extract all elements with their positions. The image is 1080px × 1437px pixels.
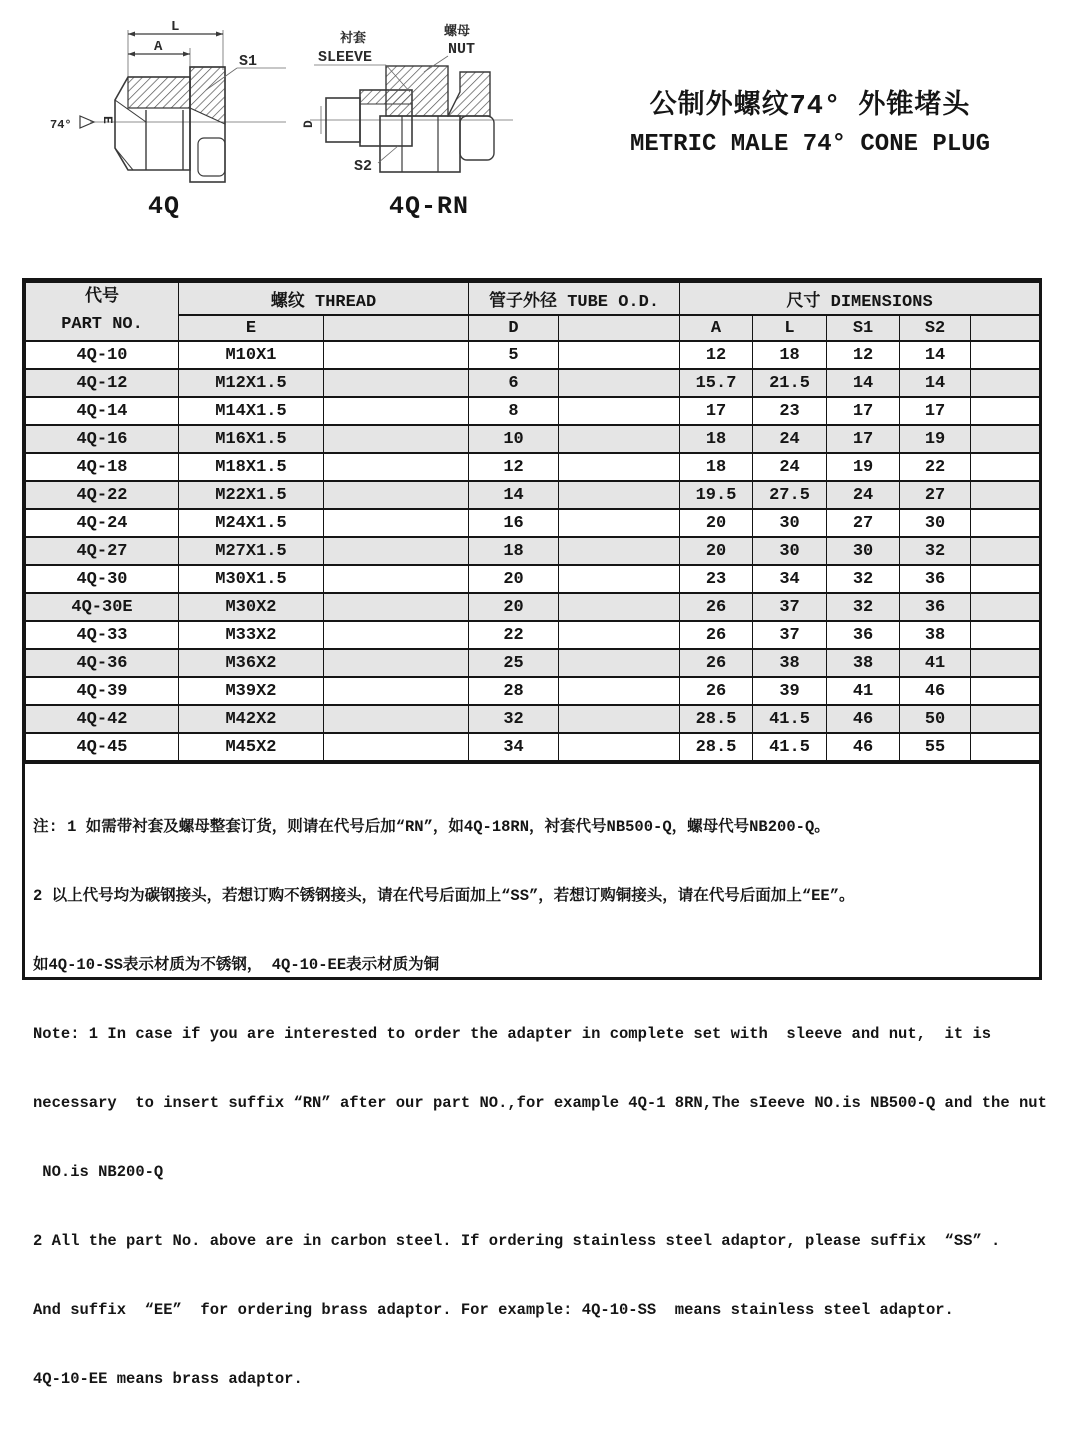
- table-row: [26, 425, 1040, 453]
- cell-part-no: 4Q-39: [26, 677, 179, 705]
- cell-end-blank: [971, 341, 1040, 369]
- cell-end-blank: [971, 565, 1040, 593]
- cell-e: M24X1.5: [179, 509, 324, 537]
- cell-part-no: 4Q-12: [26, 369, 179, 397]
- note-line: 如4Q-10-SS表示材质为不锈钢， 4Q-10-EE表示材质为铜: [33, 956, 440, 974]
- cell-l: 34: [753, 565, 827, 593]
- cell-l: 18: [753, 341, 827, 369]
- cell-l: 24: [753, 425, 827, 453]
- cell-d: 22: [469, 621, 559, 649]
- col-header-e: E: [179, 315, 324, 341]
- table-row: [26, 565, 1040, 593]
- cell-l: 41.5: [753, 705, 827, 733]
- cell-end-blank: [971, 705, 1040, 733]
- cell-l: 21.5: [753, 369, 827, 397]
- cell-s2: 27: [900, 481, 971, 509]
- cell-s2: 46: [900, 677, 971, 705]
- cell-a: 20: [680, 509, 753, 537]
- cell-a: 26: [680, 649, 753, 677]
- cell-s1: 24: [827, 481, 900, 509]
- cell-d: 34: [469, 733, 559, 761]
- cell-d: 10: [469, 425, 559, 453]
- table-row: [26, 705, 1040, 733]
- cell-s1: 30: [827, 537, 900, 565]
- cell-end-blank: [971, 425, 1040, 453]
- cell-tube-blank: [559, 425, 680, 453]
- cell-l: 37: [753, 621, 827, 649]
- cell-e: M12X1.5: [179, 369, 324, 397]
- cell-l: 41.5: [753, 733, 827, 761]
- cell-s1: 14: [827, 369, 900, 397]
- cell-thread-blank: [324, 481, 469, 509]
- cell-end-blank: [971, 649, 1040, 677]
- dim-l-label: L: [171, 19, 180, 35]
- note-line: 4Q-10-EE means brass adaptor.: [33, 1370, 303, 1388]
- cell-a: 18: [680, 453, 753, 481]
- cell-s2: 14: [900, 369, 971, 397]
- cell-tube-blank: [559, 369, 680, 397]
- cell-end-blank: [971, 481, 1040, 509]
- cell-s1: 41: [827, 677, 900, 705]
- cell-a: 18: [680, 425, 753, 453]
- cell-end-blank: [971, 677, 1040, 705]
- note-line: NO.is NB200-Q: [33, 1163, 164, 1181]
- cell-a: 26: [680, 593, 753, 621]
- table-row: [26, 509, 1040, 537]
- cell-part-no: 4Q-18: [26, 453, 179, 481]
- cell-e: M45X2: [179, 733, 324, 761]
- cell-thread-blank: [324, 397, 469, 425]
- cell-a: 26: [680, 677, 753, 705]
- cell-d: 28: [469, 677, 559, 705]
- table-row: [26, 593, 1040, 621]
- page-title-en: METRIC MALE 74° CONE PLUG: [629, 131, 991, 158]
- cell-tube-blank: [559, 565, 680, 593]
- col-header-a: A: [680, 315, 753, 341]
- sleeve-label-en: SLEEVE: [318, 49, 373, 66]
- cell-tube-blank: [559, 621, 680, 649]
- cell-part-no: 4Q-36: [26, 649, 179, 677]
- cell-part-no: 4Q-10: [26, 341, 179, 369]
- dim-s1-label: S1: [239, 53, 258, 70]
- cell-thread-blank: [324, 509, 469, 537]
- cell-s1: 32: [827, 565, 900, 593]
- cell-end-blank: [971, 621, 1040, 649]
- cell-d: 18: [469, 537, 559, 565]
- table-row: [26, 621, 1040, 649]
- cell-d: 20: [469, 593, 559, 621]
- cell-tube-blank: [559, 509, 680, 537]
- cell-d: 12: [469, 453, 559, 481]
- cell-d: 20: [469, 565, 559, 593]
- cell-e: M39X2: [179, 677, 324, 705]
- cell-s1: 17: [827, 425, 900, 453]
- cell-end-blank: [971, 509, 1040, 537]
- col-header-s2: S2: [900, 315, 971, 341]
- cell-s1: 38: [827, 649, 900, 677]
- cell-s1: 12: [827, 341, 900, 369]
- note-line: And suffix “EE” for ordering brass adaptor. For example: 4Q-10-SS means stainless steel adaptor.: [33, 1301, 954, 1319]
- cell-l: 27.5: [753, 481, 827, 509]
- cell-thread-blank: [324, 341, 469, 369]
- col-header-part-no-en: PART NO.: [61, 314, 143, 334]
- cell-s1: 32: [827, 593, 900, 621]
- cell-part-no: 4Q-30E: [26, 593, 179, 621]
- cell-e: M42X2: [179, 705, 324, 733]
- cell-l: 38: [753, 649, 827, 677]
- cell-thread-blank: [324, 593, 469, 621]
- cell-a: 26: [680, 621, 753, 649]
- cell-e: M27X1.5: [179, 537, 324, 565]
- cell-thread-blank: [324, 369, 469, 397]
- cell-s2: 38: [900, 621, 971, 649]
- cell-d: 25: [469, 649, 559, 677]
- cell-s1: 36: [827, 621, 900, 649]
- cell-part-no: 4Q-45: [26, 733, 179, 761]
- cell-tube-blank: [559, 341, 680, 369]
- cell-s1: 46: [827, 705, 900, 733]
- table-row: [26, 481, 1040, 509]
- note-line: necessary to insert suffix “RN” after our part NO.,for example 4Q-1 8RN,The sIeeve NO.is NB500-Q and the nut: [33, 1094, 1047, 1112]
- col-header-dimensions: 尺寸 DIMENSIONS: [680, 282, 1040, 315]
- cell-d: 32: [469, 705, 559, 733]
- cell-s2: 41: [900, 649, 971, 677]
- notes-block: [25, 762, 1047, 1388]
- cell-end-blank: [971, 397, 1040, 425]
- nut-label-cn: 螺母: [444, 24, 471, 39]
- cell-a: 19.5: [680, 481, 753, 509]
- cell-s2: 17: [900, 397, 971, 425]
- dim-e-label: E: [100, 116, 115, 124]
- figure-4q-rn-label: 4Q-RN: [388, 192, 469, 221]
- sleeve-label-cn: 衬套: [340, 31, 367, 46]
- cell-e: M22X1.5: [179, 481, 324, 509]
- header-row-2: [26, 315, 1040, 341]
- cell-l: 30: [753, 509, 827, 537]
- dim-s2-label: S2: [354, 158, 373, 175]
- cell-l: 24: [753, 453, 827, 481]
- page-title: [578, 82, 1042, 158]
- cell-e: M16X1.5: [179, 425, 324, 453]
- cell-s2: 19: [900, 425, 971, 453]
- cell-end-blank: [971, 537, 1040, 565]
- col-header-l: L: [753, 315, 827, 341]
- col-header-thread-blank: [324, 315, 469, 341]
- cell-thread-blank: [324, 677, 469, 705]
- cell-thread-blank: [324, 453, 469, 481]
- table-row: [26, 733, 1040, 761]
- cell-part-no: 4Q-24: [26, 509, 179, 537]
- cell-l: 37: [753, 593, 827, 621]
- dim-d-label: D: [301, 120, 316, 128]
- cell-part-no: 4Q-22: [26, 481, 179, 509]
- table-row: [26, 537, 1040, 565]
- cell-part-no: 4Q-27: [26, 537, 179, 565]
- cell-part-no: 4Q-42: [26, 705, 179, 733]
- col-header-thread: 螺纹 THREAD: [179, 282, 469, 315]
- cell-tube-blank: [559, 453, 680, 481]
- cell-d: 5: [469, 341, 559, 369]
- note-line: Note: 1 In case if you are interested to order the adapter in complete set with sleeve and nut, it is: [33, 1025, 992, 1043]
- cell-s2: 32: [900, 537, 971, 565]
- cell-e: M36X2: [179, 649, 324, 677]
- table-row: [26, 649, 1040, 677]
- cell-thread-blank: [324, 565, 469, 593]
- cell-thread-blank: [324, 621, 469, 649]
- cell-l: 23: [753, 397, 827, 425]
- cell-e: M14X1.5: [179, 397, 324, 425]
- cell-tube-blank: [559, 649, 680, 677]
- header-row-1: [26, 282, 1040, 315]
- table-row: [26, 369, 1040, 397]
- cell-thread-blank: [324, 705, 469, 733]
- cell-s2: 50: [900, 705, 971, 733]
- cell-thread-blank: [324, 649, 469, 677]
- cell-s1: 46: [827, 733, 900, 761]
- cell-e: M33X2: [179, 621, 324, 649]
- cell-e: M18X1.5: [179, 453, 324, 481]
- page-title-cn: 公制外螺纹74° 外锥堵头: [649, 92, 971, 122]
- cell-tube-blank: [559, 705, 680, 733]
- cell-s1: 27: [827, 509, 900, 537]
- cell-d: 8: [469, 397, 559, 425]
- figure-4q-rn: [298, 20, 560, 221]
- cell-e: M30X1.5: [179, 565, 324, 593]
- cell-end-blank: [971, 593, 1040, 621]
- nut-label-en: NUT: [448, 41, 476, 58]
- note-line: 2 以上代号均为碳钢接头，若想订购不锈钢接头，请在代号后面加上“SS”，若想订购铜接头，请在代号后面加上“EE”。: [33, 887, 855, 905]
- cell-e: M10X1: [179, 341, 324, 369]
- cell-thread-blank: [324, 733, 469, 761]
- plug-with-sleeve-nut-drawing-icon: [298, 20, 560, 192]
- cell-tube-blank: [559, 537, 680, 565]
- cell-s2: 22: [900, 453, 971, 481]
- cell-a: 28.5: [680, 733, 753, 761]
- table-row: [26, 677, 1040, 705]
- cell-end-blank: [971, 453, 1040, 481]
- cell-a: 20: [680, 537, 753, 565]
- col-header-d: D: [469, 315, 559, 341]
- cell-s1: 17: [827, 397, 900, 425]
- note-line: 注: 1 如需带衬套及螺母整套订货，则请在代号后加“RN”，如4Q-18RN，衬套代号NB500-Q，螺母代号NB200-Q。: [33, 818, 830, 836]
- col-header-part-no: [26, 282, 179, 341]
- cell-tube-blank: [559, 481, 680, 509]
- col-header-tube-od: 管子外径 TUBE O.D.: [469, 282, 680, 315]
- col-header-end-blank: [971, 315, 1040, 341]
- spec-table: [25, 281, 1040, 762]
- cell-s2: 14: [900, 341, 971, 369]
- cell-s2: 55: [900, 733, 971, 761]
- cell-tube-blank: [559, 593, 680, 621]
- cell-part-no: 4Q-33: [26, 621, 179, 649]
- cell-part-no: 4Q-30: [26, 565, 179, 593]
- cell-a: 28.5: [680, 705, 753, 733]
- cell-s2: 36: [900, 565, 971, 593]
- cell-end-blank: [971, 733, 1040, 761]
- cell-end-blank: [971, 369, 1040, 397]
- cell-tube-blank: [559, 733, 680, 761]
- cell-part-no: 4Q-14: [26, 397, 179, 425]
- angle-74-label: 74°: [50, 118, 72, 132]
- cell-a: 15.7: [680, 369, 753, 397]
- cell-part-no: 4Q-16: [26, 425, 179, 453]
- cell-e: M30X2: [179, 593, 324, 621]
- cell-thread-blank: [324, 425, 469, 453]
- cell-d: 16: [469, 509, 559, 537]
- col-header-tube-blank: [559, 315, 680, 341]
- cell-l: 39: [753, 677, 827, 705]
- cell-s1: 19: [827, 453, 900, 481]
- cell-a: 23: [680, 565, 753, 593]
- figure-4q: [38, 20, 290, 221]
- table-row: [26, 397, 1040, 425]
- cell-a: 12: [680, 341, 753, 369]
- cell-tube-blank: [559, 677, 680, 705]
- dim-a-label: A: [154, 39, 163, 55]
- table-row: [26, 453, 1040, 481]
- cell-d: 14: [469, 481, 559, 509]
- plug-drawing-icon: [38, 20, 290, 192]
- cell-thread-blank: [324, 537, 469, 565]
- col-header-s1: S1: [827, 315, 900, 341]
- spec-table-frame: [22, 278, 1047, 1388]
- note-line: 2 All the part No. above are in carbon steel. If ordering stainless steel adaptor, please suffix “SS” .: [33, 1232, 1001, 1250]
- cell-s2: 36: [900, 593, 971, 621]
- cell-l: 30: [753, 537, 827, 565]
- cell-s2: 30: [900, 509, 971, 537]
- cell-tube-blank: [559, 397, 680, 425]
- cell-a: 17: [680, 397, 753, 425]
- table-row: [26, 341, 1040, 369]
- cell-d: 6: [469, 369, 559, 397]
- figure-4q-label: 4Q: [147, 192, 180, 221]
- col-header-part-no-cn: 代号: [85, 288, 119, 308]
